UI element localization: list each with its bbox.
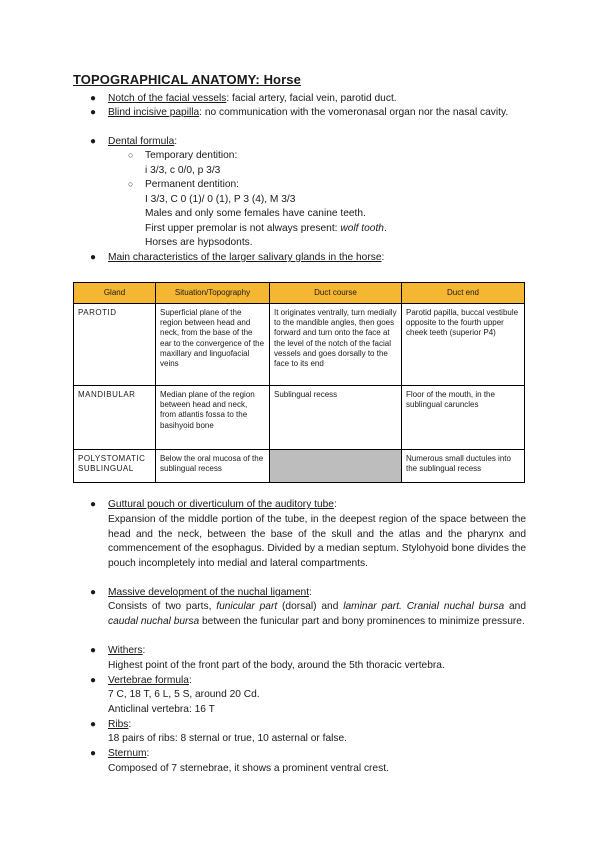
circle-bullet-icon: ○	[128, 179, 134, 189]
cell-gland: POLYSTOMATIC SUBLINGUAL	[74, 450, 156, 483]
cell-situation: Superficial plane of the region between head and neck, from the base of the ear to the convergence of the maxillary and linguofacial veins	[156, 304, 270, 386]
cell-situation: Median plane of the region between head and neck, from atlantis fossa to the basihyoid bone	[156, 386, 270, 450]
bullet-icon: ●	[90, 136, 97, 147]
table-row	[74, 304, 525, 386]
note-text: First upper premolar is not always present:	[145, 223, 341, 234]
bullet-icon: ●	[90, 499, 97, 510]
bullet-icon: ●	[90, 645, 97, 656]
cell-gland: MANDIBULAR	[74, 386, 156, 450]
wolf-tooth-note	[145, 222, 387, 237]
heading-suffix: :	[381, 252, 385, 263]
body-italic: caudal nuchal bursa	[108, 615, 200, 627]
cell-duct-end: Numerous small ductules into the sublingual recess	[402, 450, 525, 483]
page-title: TOPOGRAPHICAL ANATOMY: Horse	[73, 72, 301, 87]
table-header-row	[74, 283, 525, 304]
heading-suffix: :	[333, 499, 337, 510]
body-italic: laminar part. Cranial nuchal bursa	[343, 601, 505, 612]
note-italic: wolf tooth	[340, 223, 384, 234]
cell-duct-end: Floor of the mouth, in the sublingual caruncles	[402, 386, 525, 450]
canine-note: Males and only some females have canine teeth.	[145, 208, 366, 219]
vertebrae-heading	[108, 674, 526, 689]
col-header-duct-end: Duct end	[402, 283, 525, 304]
col-header-situation: Situation/Topography	[156, 283, 270, 304]
body-text: Consists of two parts,	[108, 601, 217, 612]
hypsodont-note: Horses are hypsodonts.	[145, 237, 253, 248]
body-italic: funicular part	[216, 601, 278, 612]
ribs-body: 18 pairs of ribs: 8 sternal or true, 10 asternal or false.	[108, 733, 347, 744]
cell-duct-course: It originates ventrally, turn medially to the mandible angles, then goes forward and turn onto the face at the level of the notch of the facial vessels and goes dorsally to the face to its end	[270, 304, 402, 386]
permanent-dentition-formula: I 3/3, C 0 (1)/ 0 (1), P 3 (4), M 3/3	[145, 194, 296, 205]
bullet-icon: ●	[90, 675, 97, 686]
guttural-heading	[108, 498, 526, 513]
guttural-body: Expansion of the middle portion of the tube, in the deepest region of the space between the head and the neck, between the base of the skull and the atlas and the pharynx and commencement of the esophagus. Divided by a median septum. Stylohyoid bone divides the pouch incompletely into medial and lateral compartments.	[108, 514, 526, 569]
permanent-dentition-label: Permanent dentition:	[145, 179, 240, 190]
anticlinal-vertebra: Anticlinal vertebra: 16 T	[108, 704, 215, 715]
temporary-dentition-label: Temporary dentition:	[145, 150, 238, 161]
bullet-icon: ●	[90, 252, 97, 263]
nuchal-body	[108, 600, 526, 629]
salivary-heading-text: Main characteristics of the larger salivary glands in the horse	[108, 252, 382, 263]
section-heading: Massive development of the nuchal ligament	[108, 587, 310, 598]
item-text: : facial artery, facial vein, parotid duct.	[226, 93, 397, 104]
withers-body: Highest point of the front part of the body, around the 5th thoracic vertebra.	[108, 660, 445, 671]
item-text: :	[174, 136, 178, 147]
item-incisive-papilla	[108, 106, 526, 121]
sternum-body: Composed of 7 sternebrae, it shows a prominent ventral crest.	[108, 763, 389, 774]
heading-suffix: :	[146, 748, 150, 759]
bullet-icon: ●	[90, 107, 97, 118]
salivary-heading	[108, 251, 526, 266]
table-row	[74, 386, 525, 450]
section-heading: Withers	[108, 645, 143, 656]
col-header-duct-course: Duct course	[270, 283, 402, 304]
withers-heading	[108, 644, 526, 659]
item-facial-notch	[108, 92, 526, 107]
body-text: (dorsal) and	[277, 601, 344, 612]
item-label: Dental formula	[108, 136, 175, 147]
bullet-icon: ●	[90, 748, 97, 759]
ribs-heading	[108, 718, 526, 733]
heading-suffix: :	[142, 645, 146, 656]
body-text: between the funicular part and bony prominences to minimize pressure.	[199, 615, 525, 627]
bullet-icon: ●	[90, 93, 97, 104]
section-heading: Ribs	[108, 719, 129, 730]
temporary-dentition-formula: i 3/3, c 0/0, p 3/3	[145, 165, 221, 176]
section-heading: Guttural pouch or diverticulum of the auditory tube	[108, 499, 334, 510]
sternum-heading	[108, 747, 526, 762]
cell-situation: Below the oral mucosa of the sublingual recess	[156, 450, 270, 483]
heading-suffix: :	[128, 719, 132, 730]
nuchal-heading	[108, 586, 526, 601]
heading-suffix: :	[188, 675, 192, 686]
bullet-icon: ●	[90, 719, 97, 730]
cell-duct-course: Sublingual recess	[270, 386, 402, 450]
circle-bullet-icon: ○	[128, 150, 134, 160]
note-text: .	[383, 223, 387, 234]
item-dental-formula	[108, 135, 526, 150]
bullet-icon: ●	[90, 587, 97, 598]
item-label: Notch of the facial vessels	[108, 93, 227, 104]
table-row	[74, 450, 525, 483]
col-header-gland: Gland	[74, 283, 156, 304]
cell-gland: PAROTID	[74, 304, 156, 386]
heading-suffix: :	[309, 587, 312, 598]
vertebrae-formula: 7 C, 18 T, 6 L, 5 S, around 20 Cd.	[108, 689, 260, 700]
cell-duct-end: Parotid papilla, buccal vestibule opposite to the fourth upper cheek teeth (superior P4)	[402, 304, 525, 386]
section-heading: Sternum	[108, 748, 147, 759]
item-label: Blind incisive papilla	[108, 107, 200, 118]
item-text: : no communication with the vomeronasal organ nor the nasal cavity.	[199, 107, 509, 118]
section-heading: Vertebrae formula	[108, 675, 189, 686]
body-text: and	[504, 601, 527, 612]
cell-duct-course-empty	[270, 450, 402, 483]
salivary-glands-table	[73, 282, 525, 483]
